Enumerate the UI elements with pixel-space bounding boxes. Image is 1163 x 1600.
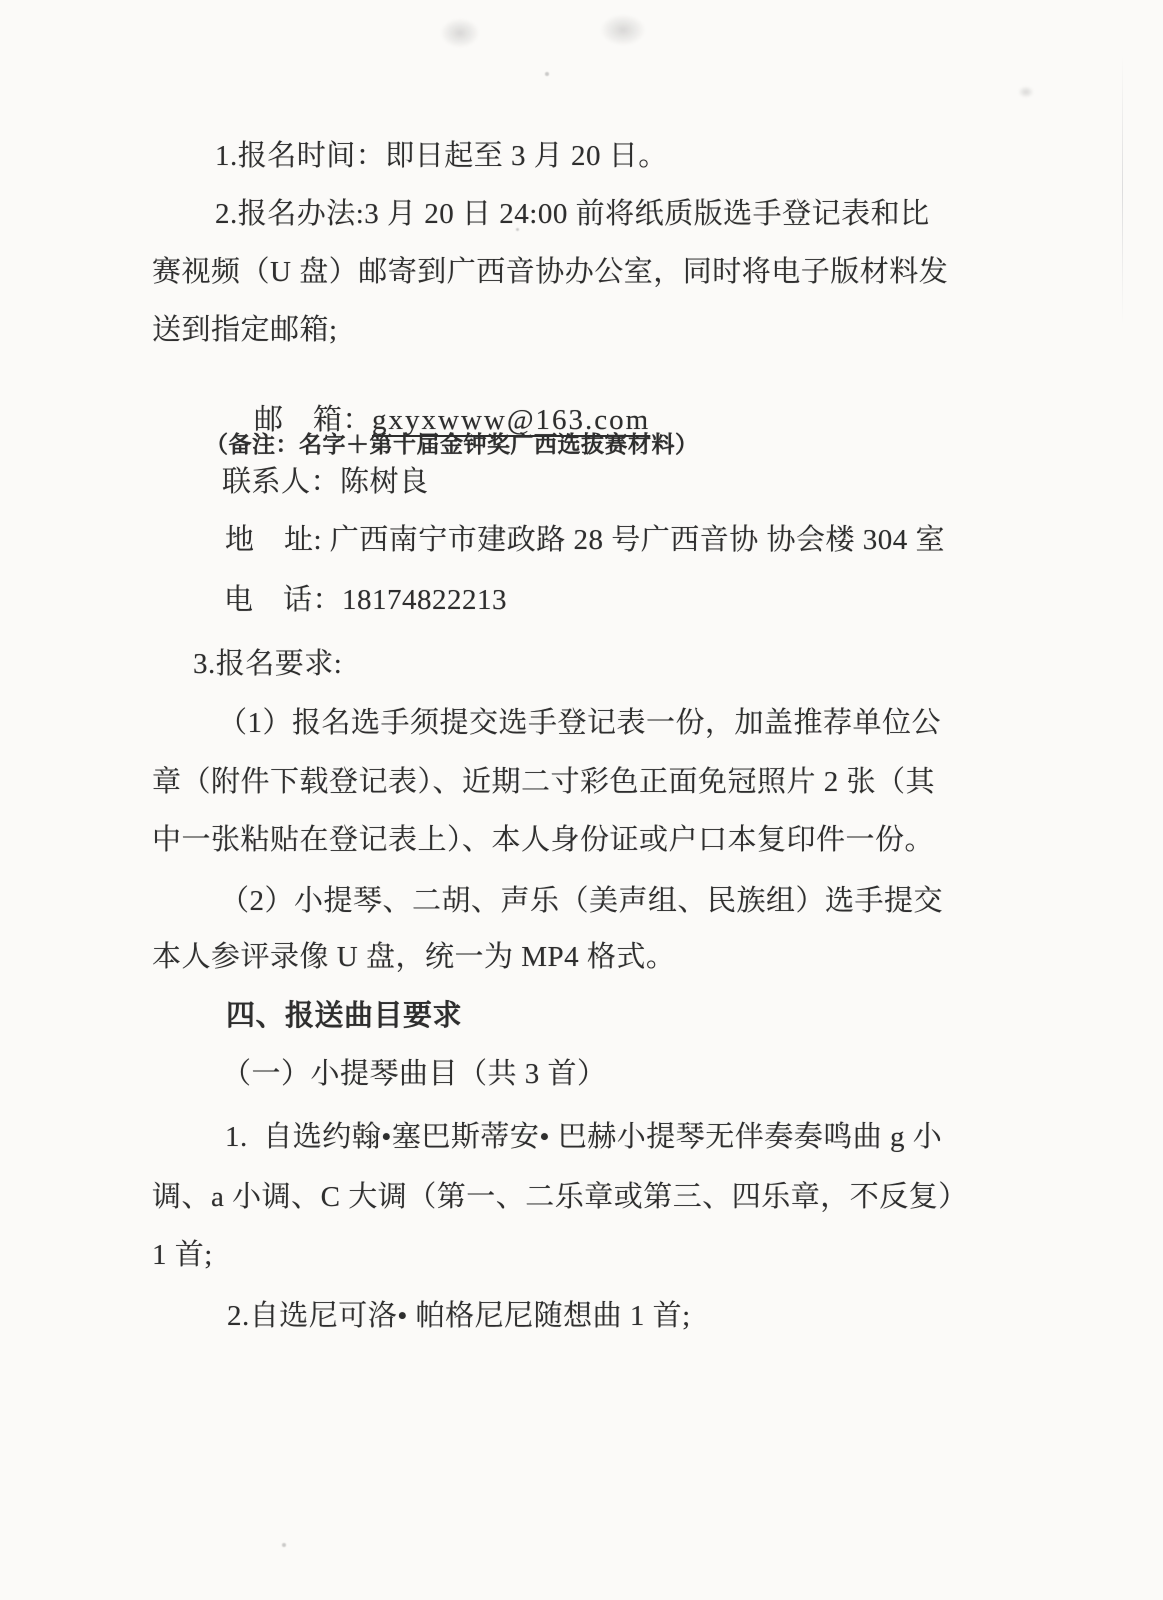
violin-item-1-line-3: 1 首; [152, 1239, 213, 1271]
requirement-1-line-2: 章（附件下载登记表）、近期二寸彩色正面免冠照片 2 张（其 [152, 766, 936, 798]
requirement-2-line-1: （2）小提琴、二胡、声乐（美声组、民族组）选手提交 [220, 885, 944, 917]
scan-smudge [1018, 86, 1034, 98]
violin-item-1-line-1: 1. 自选约翰•塞巴斯蒂安• 巴赫小提琴无伴奏奏鸣曲 g 小 [225, 1121, 943, 1153]
email-address: gxyxwww@163.com [372, 404, 651, 436]
violin-repertoire-heading: （一）小提琴曲目（共 3 首） [222, 1058, 607, 1090]
requirement-1-line-3: 中一张粘贴在登记表上）、本人身份证或户口本复印件一份。 [152, 824, 935, 856]
scan-edge-line [1122, 55, 1123, 325]
requirement-1-line-1: （1）报名选手须提交选手登记表一份，加盖推荐单位公 [218, 707, 942, 739]
scan-smudge [440, 18, 480, 48]
requirement-2-line-2: 本人参评录像 U 盘，统一为 MP4 格式。 [152, 941, 676, 973]
violin-item-2-line: 2.自选尼可洛• 帕格尼尼随想曲 1 首; [227, 1300, 691, 1332]
violin-item-1-line-2: 调、a 小调、C 大调（第一、二乐章或第三、四乐章，不反复） [152, 1181, 968, 1213]
registration-method-line-2: 赛视频（U 盘）邮寄到广西音协办公室，同时将电子版材料发 [152, 256, 949, 288]
registration-requirements-heading: 3.报名要求: [193, 648, 343, 680]
scan-smudge [600, 14, 646, 46]
scan-speck [545, 72, 549, 76]
registration-method-line-3: 送到指定邮箱; [152, 314, 338, 346]
address-line: 地 址: 广西南宁市建政路 28 号广西音协 协会楼 304 室 [225, 524, 946, 556]
phone-line: 电 话：18174822213 [224, 584, 508, 616]
email-note-line: （备注：名字＋第十届金钟奖广西选拔赛材料） [205, 432, 699, 457]
email-label: 邮 箱： [254, 404, 373, 436]
section-4-heading: 四、报送曲目要求 [226, 1000, 463, 1032]
registration-time-line: 1.报名时间：即日起至 3 月 20 日。 [215, 140, 668, 172]
scan-speck [282, 1543, 286, 1547]
contact-person-line: 联系人：陈树良 [222, 466, 429, 498]
registration-method-line-1: 2.报名办法:3 月 20 日 24:00 前将纸质版选手登记表和比 [215, 198, 930, 230]
